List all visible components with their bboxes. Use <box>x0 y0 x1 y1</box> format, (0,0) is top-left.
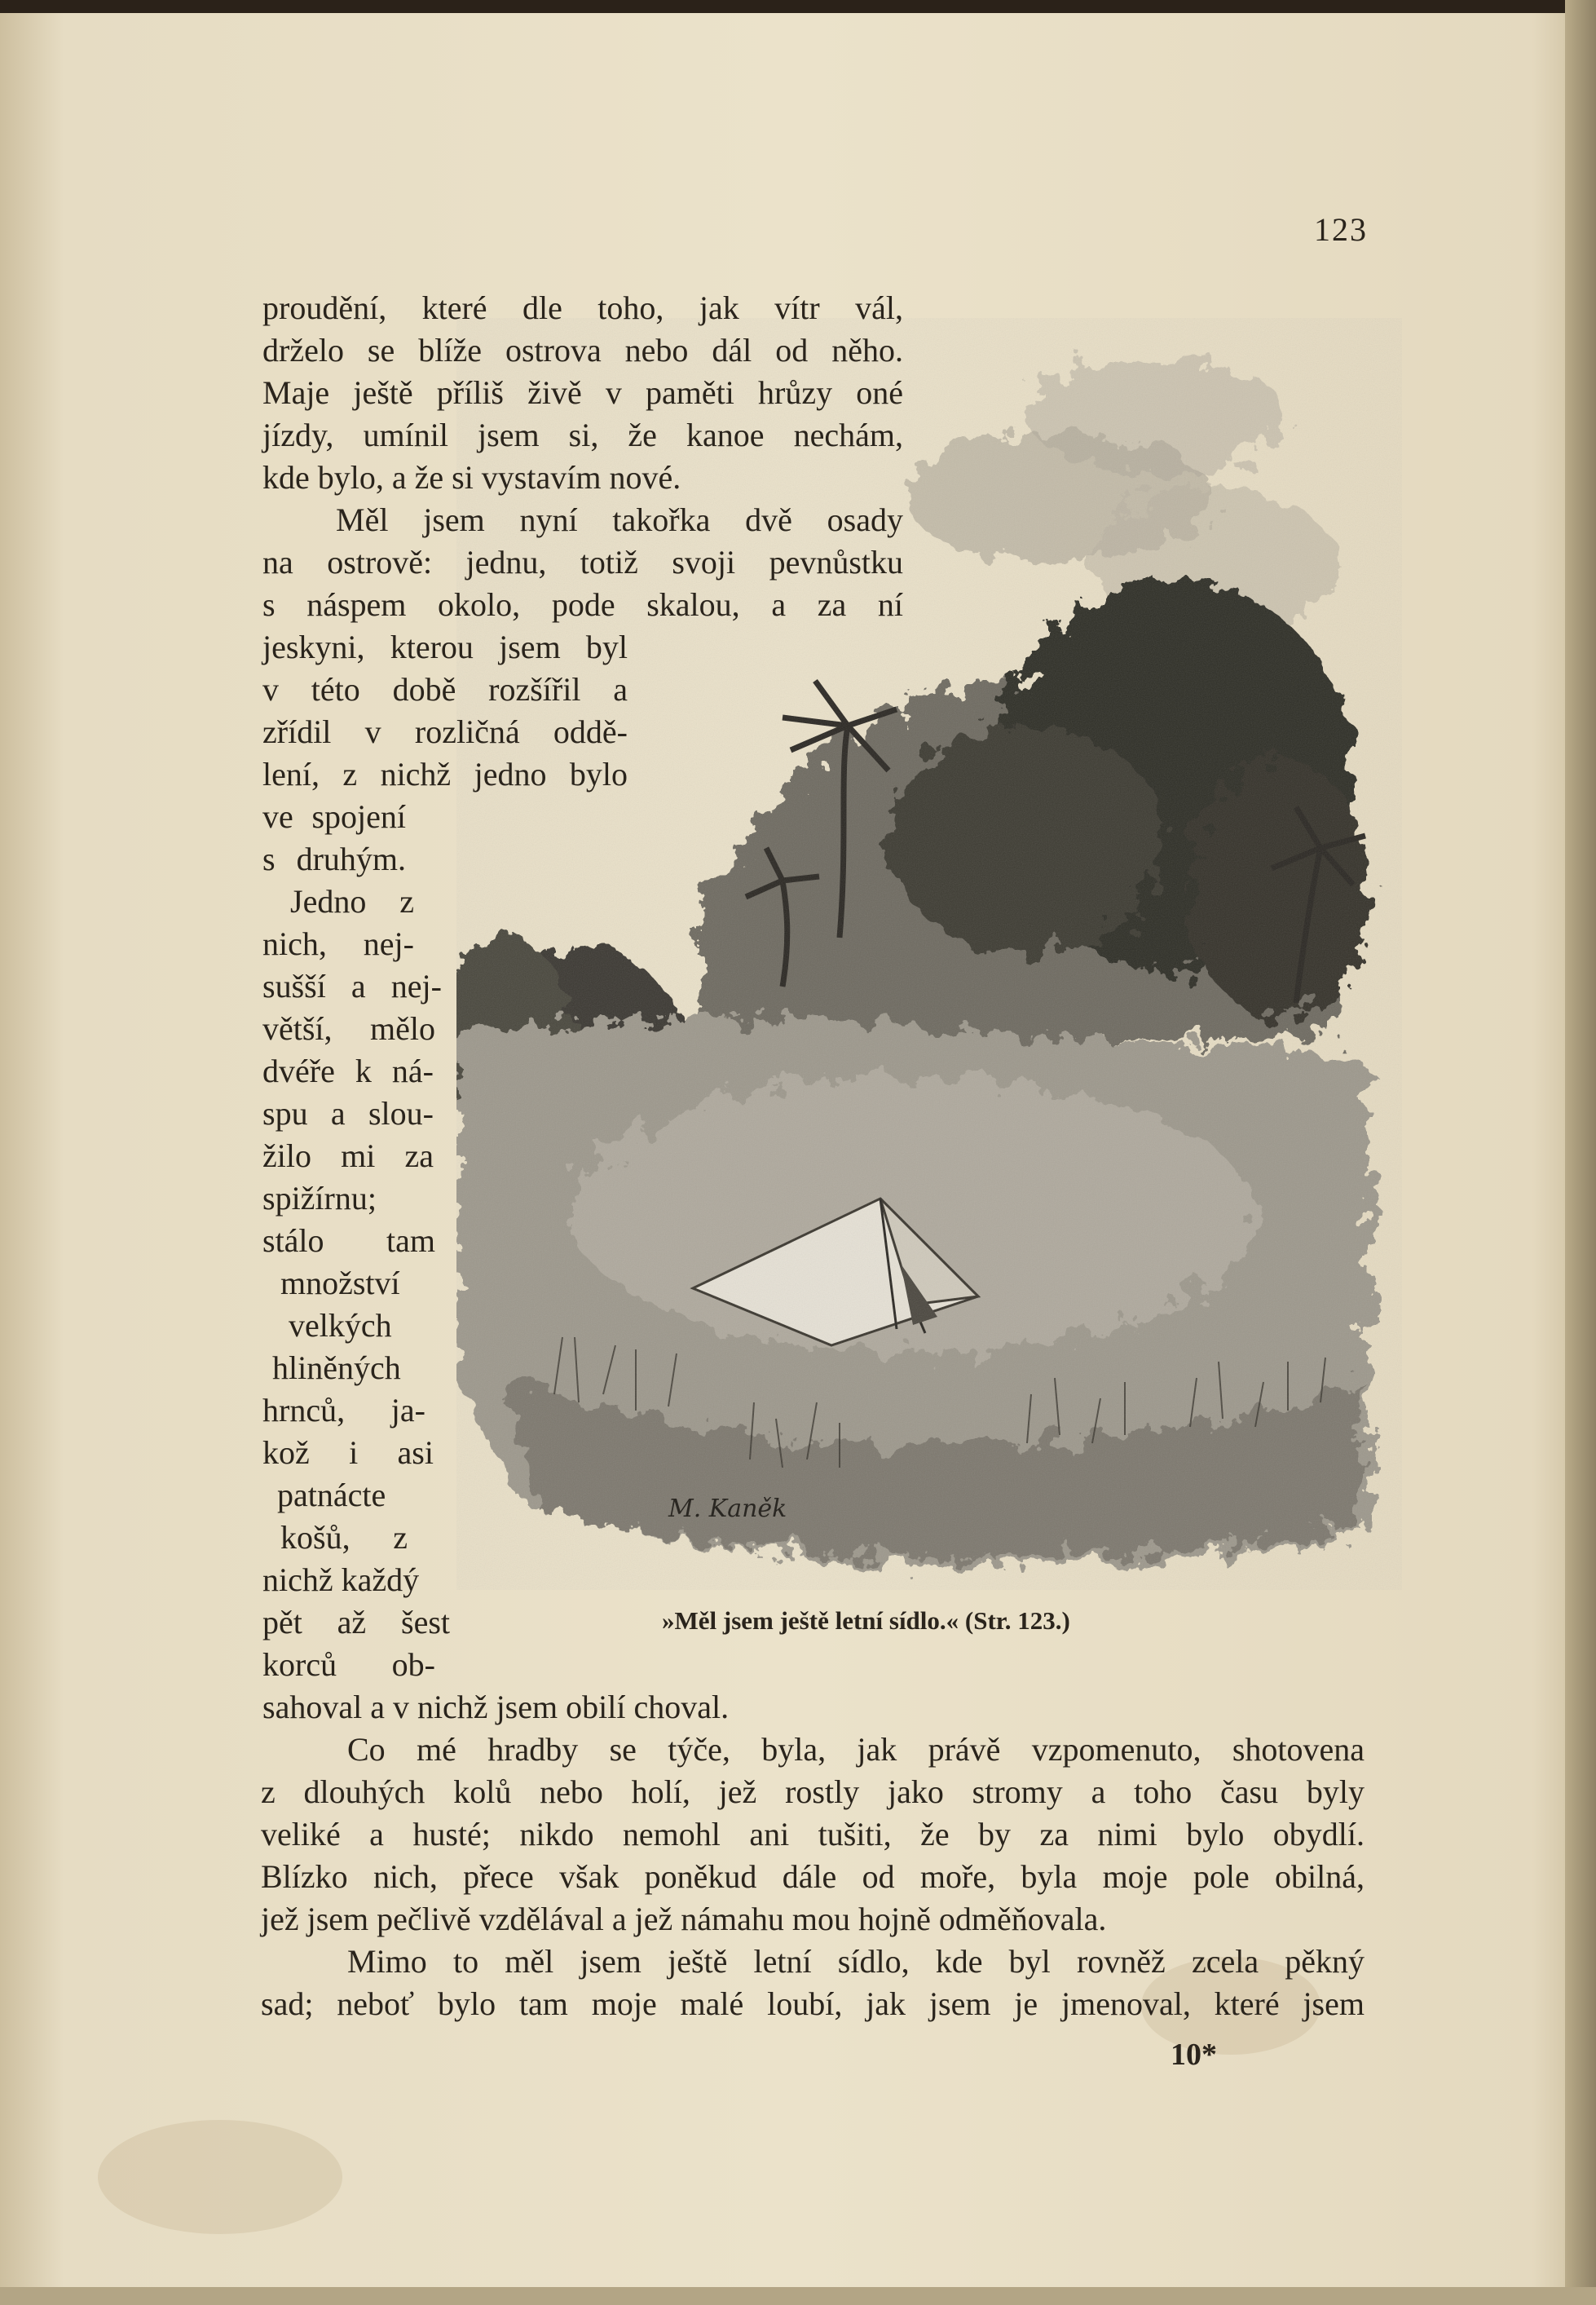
text-line: sad; neboť bylo tam moje malé loubí, jak jsem je jmenoval, které jsem <box>261 1985 1365 2022</box>
text-line: hliněných <box>272 1349 401 1386</box>
text-line: velkých <box>289 1307 392 1344</box>
text-line: nich, nej- <box>262 925 414 962</box>
text-line: Maje ještě příliš živě v paměti hrůzy oné <box>262 374 903 411</box>
text-line: sahoval a v nichž jsem obilí choval. <box>262 1689 730 1725</box>
text-line: nichž každý <box>262 1561 420 1598</box>
text-line: jež jsem pečlivě vzdělával a jež námahu mou hojně odměňovala. <box>261 1901 1107 1937</box>
text-line: sušší a nej- <box>262 968 442 1005</box>
text-line: na ostrově: jednu, totiž svoji pevnůstku <box>262 544 903 581</box>
text-line: veliké a husté; nikdo nemohl ani tušiti, že by za nimi bylo obydlí. <box>261 1816 1365 1852</box>
text-line: množství <box>280 1265 400 1301</box>
page-number: 123 <box>1314 211 1368 248</box>
text-line: Blízko nich, přece však poněkud dále od moře, byla moje pole obilná, <box>261 1858 1365 1895</box>
text-line: spu a slou- <box>262 1095 434 1132</box>
text-line: z dlouhých kolů nebo holí, jež rostly jako stromy a toho času byly <box>261 1773 1365 1810</box>
printer-signature: 10* <box>1171 2038 1217 2072</box>
text-line: patnácte <box>277 1477 386 1513</box>
text-line: drželo se blíže ostrova nebo dál od něho. <box>262 332 903 369</box>
text-line: v této době rozšířil a <box>262 671 628 708</box>
text-line: ve spojení <box>262 798 406 835</box>
illustration-caption: »Měl jsem ještě letní sídlo.« (Str. 123.) <box>662 1606 1070 1635</box>
text-line: košů, z <box>280 1519 408 1556</box>
text-line: hrnců, ja- <box>262 1392 425 1428</box>
text-line: jeskyni, kterou jsem byl <box>262 629 628 665</box>
text-line: dvéře k ná- <box>262 1053 434 1089</box>
text-line: proudění, které dle toho, jak vítr vál, <box>262 289 903 326</box>
artist-signature: M. Kaněk <box>668 1495 787 1523</box>
paper-stain <box>98 2120 342 2234</box>
page-top-edge <box>0 0 1596 13</box>
text-line: spižírnu; <box>262 1180 377 1217</box>
text-line: žilo mi za <box>262 1137 434 1174</box>
text-line: jízdy, umínil jsem si, že kanoe nechám, <box>262 417 903 453</box>
text-line: Co mé hradby se týče, byla, jak právě vzpomenuto, shotovena <box>347 1731 1365 1768</box>
text-line: Mimo to měl jsem ještě letní sídlo, kde byl rovněž zcela pěkný <box>347 1943 1365 1980</box>
text-line: kde bylo, a že si vystavím nové. <box>262 459 681 496</box>
page-right-edge <box>1565 0 1596 2305</box>
text-line: s druhým. <box>262 841 406 877</box>
text-line: pět až šest <box>262 1604 450 1640</box>
text-line: Jedno z <box>290 883 414 920</box>
text-line: stálo tam <box>262 1222 435 1259</box>
text-line: zřídil v rozličná oddě- <box>262 713 628 750</box>
text-line: kož i asi <box>262 1434 434 1471</box>
text-line: větší, mělo <box>262 1010 435 1047</box>
text-line: lení, z nichž jedno bylo <box>262 756 628 793</box>
page-bottom-edge <box>0 2287 1596 2305</box>
text-line: s náspem okolo, pode skalou, a za ní <box>262 586 903 623</box>
text-line: korců ob- <box>262 1646 435 1683</box>
text-line: Měl jsem nyní takořka dvě osady <box>336 501 903 538</box>
